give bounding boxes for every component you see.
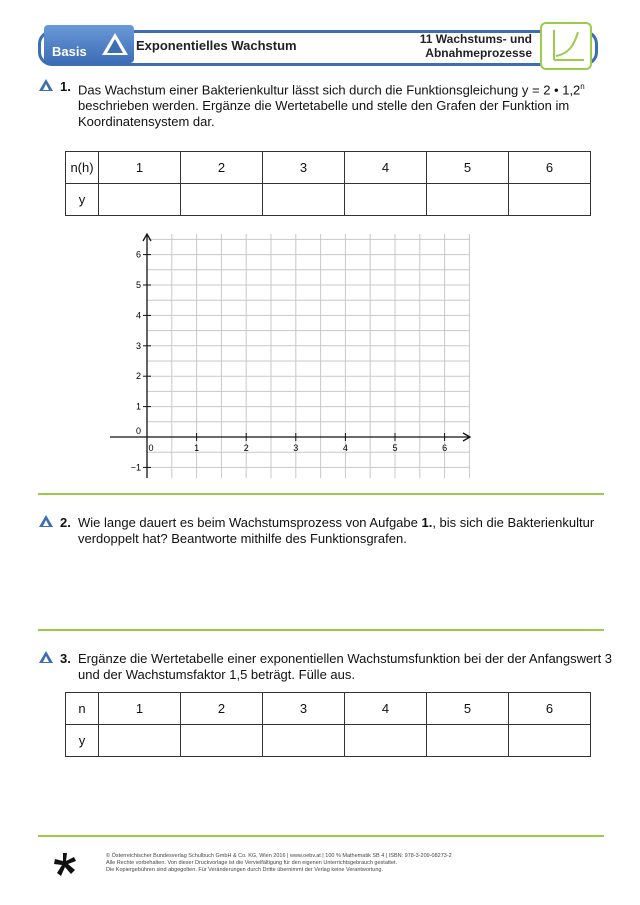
table-row (66, 725, 591, 757)
task2-line1-suffix: , bis sich die Bakterienkultur (432, 515, 595, 530)
footer-line-1: © Österreichischer Bundesverlag Schulbuch GmbH & Co. KG, Wien 2016 | www.oebv.at | 100 % Mathematik SB 4 | ISBN: 978-3-209-08273-2 (106, 853, 452, 859)
table-cell: 5 (427, 693, 509, 725)
task2-line1-prefix: Wie lange dauert es beim Wachstumsprozess von Aufgabe (78, 515, 422, 530)
table-cell: 4 (345, 693, 427, 725)
table-row (66, 693, 591, 725)
y-tick-label: 1 (135, 401, 141, 412)
footer-line-3: Die Kopiergebühren sind abgegolten. Für Veränderungen durch Dritte übernimmt der Verlag keine Verantwortung. (106, 867, 384, 873)
task3-line2: und der Wachstumsfaktor 1,5 beträgt. Fülle aus. (78, 667, 355, 682)
task1-number: 1. (60, 79, 71, 94)
y-tick-label: 5 (135, 280, 141, 290)
footer-line-2: Alle Rechte vorbehalten. Von dieser Druckvorlage ist die Vervielfältigung für den eigenen Unterrichtsgebrauch gestattet. (106, 860, 398, 866)
footer-copyright (106, 853, 586, 874)
section-divider (38, 493, 604, 495)
table-cell: 6 (509, 693, 591, 725)
x-tick-label: 2 (243, 443, 249, 453)
task3-number: 3. (60, 651, 71, 666)
y-tick-label: 2 (135, 371, 141, 382)
task1-exponent: n (580, 82, 585, 91)
grid-lines (147, 234, 470, 478)
task2-text (78, 515, 608, 547)
table-answer-cell[interactable] (427, 725, 509, 757)
x-tick-label: 1 (194, 443, 200, 453)
table-cell: 3 (263, 693, 345, 725)
table-answer-cell[interactable] (263, 725, 345, 757)
task1-value-table (65, 151, 591, 216)
table-header-cell: y (66, 184, 99, 216)
table-answer-cell[interactable] (427, 184, 509, 216)
x-tick-label: 4 (342, 443, 348, 453)
task1-line1: Das Wachstum einer Bakterienkultur lässt sich durch die Funktionsgleichung y = 2 • 1,2 (78, 82, 581, 98)
triangle-logo-icon (100, 31, 130, 57)
table-answer-cell[interactable] (509, 725, 591, 757)
task2-number: 2. (60, 515, 71, 530)
x-tick-label: 0 (148, 443, 154, 453)
task3-value-table (65, 692, 591, 757)
level-basic-icon (38, 650, 54, 664)
chapter-title (400, 32, 532, 60)
table-cell: 3 (263, 152, 345, 184)
y-tick-label: −1 (130, 462, 141, 473)
table-answer-cell[interactable] (181, 725, 263, 757)
table-answer-cell[interactable] (181, 184, 263, 216)
table-cell: 1 (99, 152, 181, 184)
table-cell: 5 (427, 152, 509, 184)
table-header-cell: y (66, 725, 99, 757)
table-header-cell: n (66, 693, 99, 725)
page-title: Exponentielles Wachstum (136, 38, 297, 53)
section-divider (38, 835, 604, 837)
chapter-icon (540, 22, 592, 70)
table-answer-cell[interactable] (263, 184, 345, 216)
table-row (66, 152, 591, 184)
growth-curve-icon (542, 24, 590, 68)
table-answer-cell[interactable] (99, 184, 181, 216)
task1-text (78, 79, 608, 130)
x-tick-label: 3 (293, 443, 299, 453)
table-cell: 1 (99, 693, 181, 725)
publisher-logo-icon (52, 852, 78, 878)
y-tick-label: 3 (135, 340, 141, 351)
table-header-cell: n(h) (66, 152, 99, 184)
table-answer-cell[interactable] (345, 184, 427, 216)
table-cell: 6 (509, 152, 591, 184)
chapter-line-1: 11 Wachstums- und (419, 32, 532, 46)
coordinate-grid[interactable] (100, 228, 490, 490)
x-tick-label: 6 (442, 443, 448, 453)
level-basic-icon (38, 78, 54, 92)
section-divider (38, 629, 604, 631)
table-answer-cell[interactable] (509, 184, 591, 216)
y-tick-label: 6 (135, 249, 141, 260)
y-tick-label: 4 (135, 310, 141, 321)
y-tick-label: 0 (135, 426, 141, 436)
table-cell: 2 (181, 693, 263, 725)
x-tick-label: 5 (392, 443, 398, 453)
level-basic-icon (38, 514, 54, 528)
table-cell: 4 (345, 152, 427, 184)
table-answer-cell[interactable] (345, 725, 427, 757)
table-cell: 2 (181, 152, 263, 184)
basis-label: Basis (52, 44, 87, 59)
task2-line1-ref: 1. (421, 515, 433, 530)
task3-line1: Ergänze die Wertetabelle einer exponentiellen Wachstumsfunktion bei der der Anfangswert 3 (78, 651, 613, 666)
chapter-line-2: Abnahmeprozesse (425, 46, 532, 60)
task1-line2: beschrieben werden. Ergänze die Wertetabelle und stelle den Grafen der Funktion im (78, 98, 570, 114)
task2-line2: verdoppelt hat? Beantworte mithilfe des Funktionsgrafen. (78, 531, 407, 546)
task1-line3: Koordinatensystem dar. (78, 114, 215, 130)
table-answer-cell[interactable] (99, 725, 181, 757)
table-row (66, 184, 591, 216)
task3-text (78, 651, 618, 683)
